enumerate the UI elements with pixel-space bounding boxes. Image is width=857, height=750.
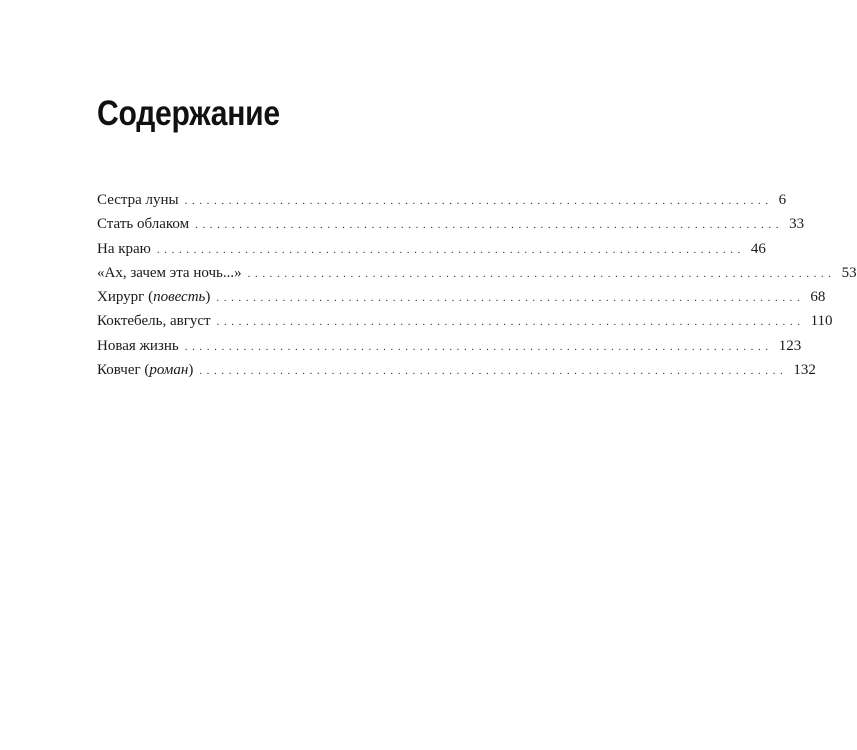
toc-entry-note: повесть <box>153 289 206 306</box>
toc-entry-title: «Ах, зачем эта ночь...» <box>97 264 242 281</box>
toc-entry <box>97 358 816 382</box>
toc-entry-page: 132 <box>793 362 816 379</box>
toc-entry-title: Хирург (повесть) <box>97 289 211 306</box>
toc-entry-page: 123 <box>778 337 802 354</box>
dot-leader: ................................................................................ <box>195 219 784 232</box>
toc-entry <box>97 188 787 212</box>
toc-entry-note: роман <box>149 362 189 379</box>
dot-leader: ................................................................................ <box>184 195 773 207</box>
toc-entry-page: 6 <box>778 192 787 208</box>
table-of-contents <box>97 188 857 382</box>
toc-entry <box>97 212 805 236</box>
toc-entry-page: 46 <box>750 240 766 257</box>
toc-entry-title: Коктебель, август <box>97 313 211 330</box>
toc-entry-title: На краю <box>97 240 151 257</box>
dot-leader: ................................................................................ <box>156 243 745 256</box>
toc-entry-title: Стать облаком <box>97 216 190 233</box>
toc-entry-page: 53 <box>841 264 857 281</box>
toc-entry-page: 110 <box>810 313 833 330</box>
dot-leader: ................................................................................ <box>216 316 805 329</box>
toc-entry-page: 68 <box>810 289 826 306</box>
toc-entry <box>97 261 857 285</box>
page-title: Содержание <box>97 94 280 133</box>
toc-entry-page: 33 <box>789 216 805 233</box>
toc-entry <box>97 237 766 261</box>
toc-entry <box>97 309 833 333</box>
dot-leader: ................................................................................ <box>247 267 836 280</box>
dot-leader: ................................................................................ <box>216 292 805 305</box>
toc-entry <box>97 334 802 358</box>
dot-leader: ................................................................................ <box>184 340 773 353</box>
toc-entry <box>97 285 826 309</box>
toc-entry-title: Сестра луны <box>97 192 179 208</box>
toc-entry-title: Ковчег (роман) <box>97 362 194 379</box>
toc-entry-title: Новая жизнь <box>97 337 179 354</box>
dot-leader: ................................................................................ <box>199 365 788 378</box>
